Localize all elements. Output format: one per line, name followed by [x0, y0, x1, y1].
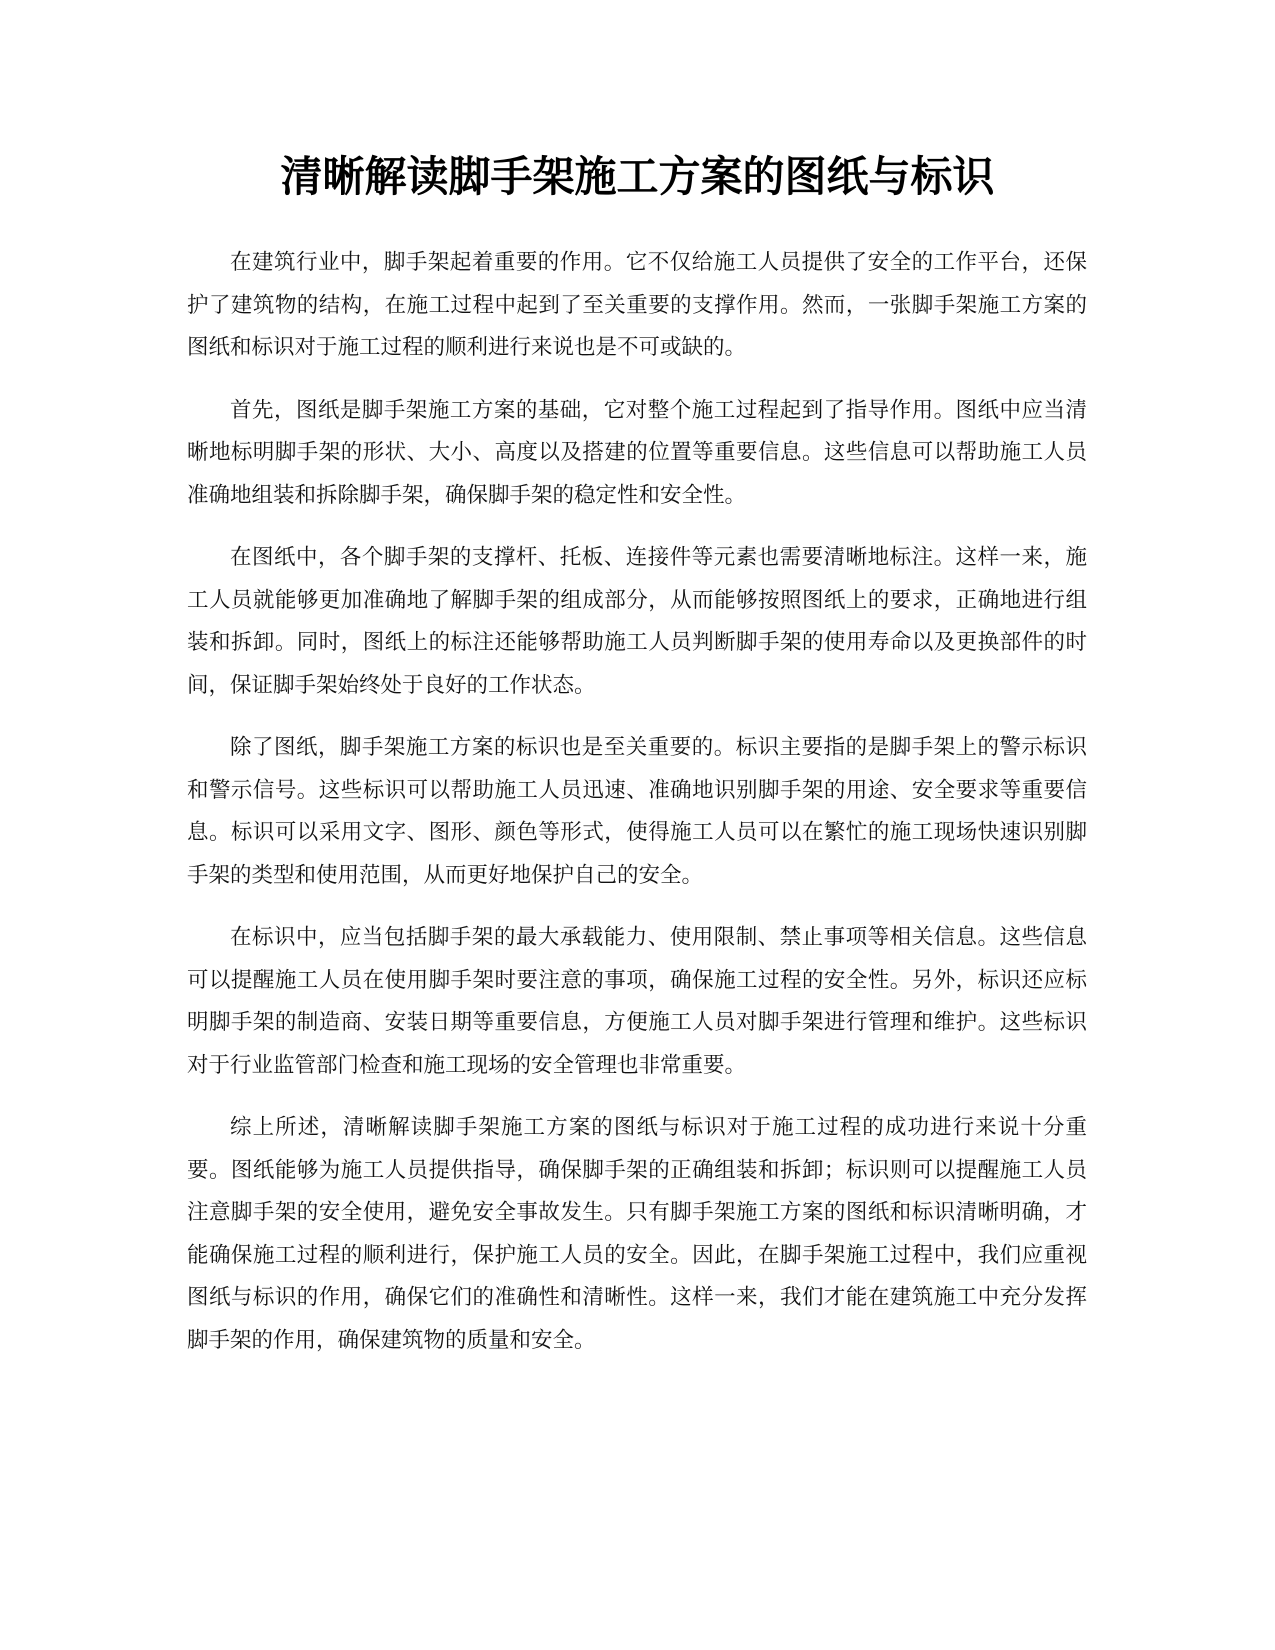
paragraph-4: 除了图纸，脚手架施工方案的标识也是至关重要的。标识主要指的是脚手架上的警示标识和警示信号。这些标识可以帮助施工人员迅速、准确地识别脚手架的用途、安全要求等重要信息。标识可以采用文字、图形、颜色等形式，使得施工人员可以在繁忙的施工现场快速识别脚手架的类型和使用范围，从而更好地保护自己的安全。: [187, 735, 1087, 888]
paragraph-6: 综上所述，清晰解读脚手架施工方案的图纸与标识对于施工过程的成功进行来说十分重要。图纸能够为施工人员提供指导，确保脚手架的正确组装和拆卸；标识则可以提醒施工人员注意脚手架的安全使用，避免安全事故发生。只有脚手架施工方案的图纸和标识清晰明确，才能确保施工过程的顺利进行，保护施工人员的安全。因此，在脚手架施工过程中，我们应重视图纸与标识的作用，确保它们的准确性和清晰性。这样一来，我们才能在建筑施工中充分发挥脚手架的作用，确保建筑物的质量和安全。: [187, 1115, 1087, 1353]
paragraph-2: 首先，图纸是脚手架施工方案的基础，它对整个施工过程起到了指导作用。图纸中应当清晰地标明脚手架的形状、大小、高度以及搭建的位置等重要信息。这些信息可以帮助施工人员准确地组装和拆除脚手架，确保脚手架的稳定性和安全性。: [187, 397, 1087, 508]
paragraph-3: 在图纸中，各个脚手架的支撑杆、托板、连接件等元素也需要清晰地标注。这样一来，施工人员就能够更加准确地了解脚手架的组成部分，从而能够按照图纸上的要求，正确地进行组装和拆卸。同时，图纸上的标注还能够帮助施工人员判断脚手架的使用寿命以及更换部件的时间，保证脚手架始终处于良好的工作状态。: [187, 545, 1087, 698]
document-title: 清晰解读脚手架施工方案的图纸与标识: [280, 152, 995, 201]
document-body: [187, 242, 1087, 1382]
paragraph-1: 在建筑行业中，脚手架起着重要的作用。它不仅给施工人员提供了安全的工作平台，还保护了建筑物的结构，在施工过程中起到了至关重要的支撑作用。然而，一张脚手架施工方案的图纸和标识对于施工过程的顺利进行来说也是不可或缺的。: [187, 250, 1087, 360]
paragraph-5: 在标识中，应当包括脚手架的最大承载能力、使用限制、禁止事项等相关信息。这些信息可以提醒施工人员在使用脚手架时要注意的事项，确保施工过程的安全性。另外，标识还应标明脚手架的制造商、安装日期等重要信息，方便施工人员对脚手架进行管理和维护。这些标识对于行业监管部门检查和施工现场的安全管理也非常重要。: [187, 925, 1087, 1078]
